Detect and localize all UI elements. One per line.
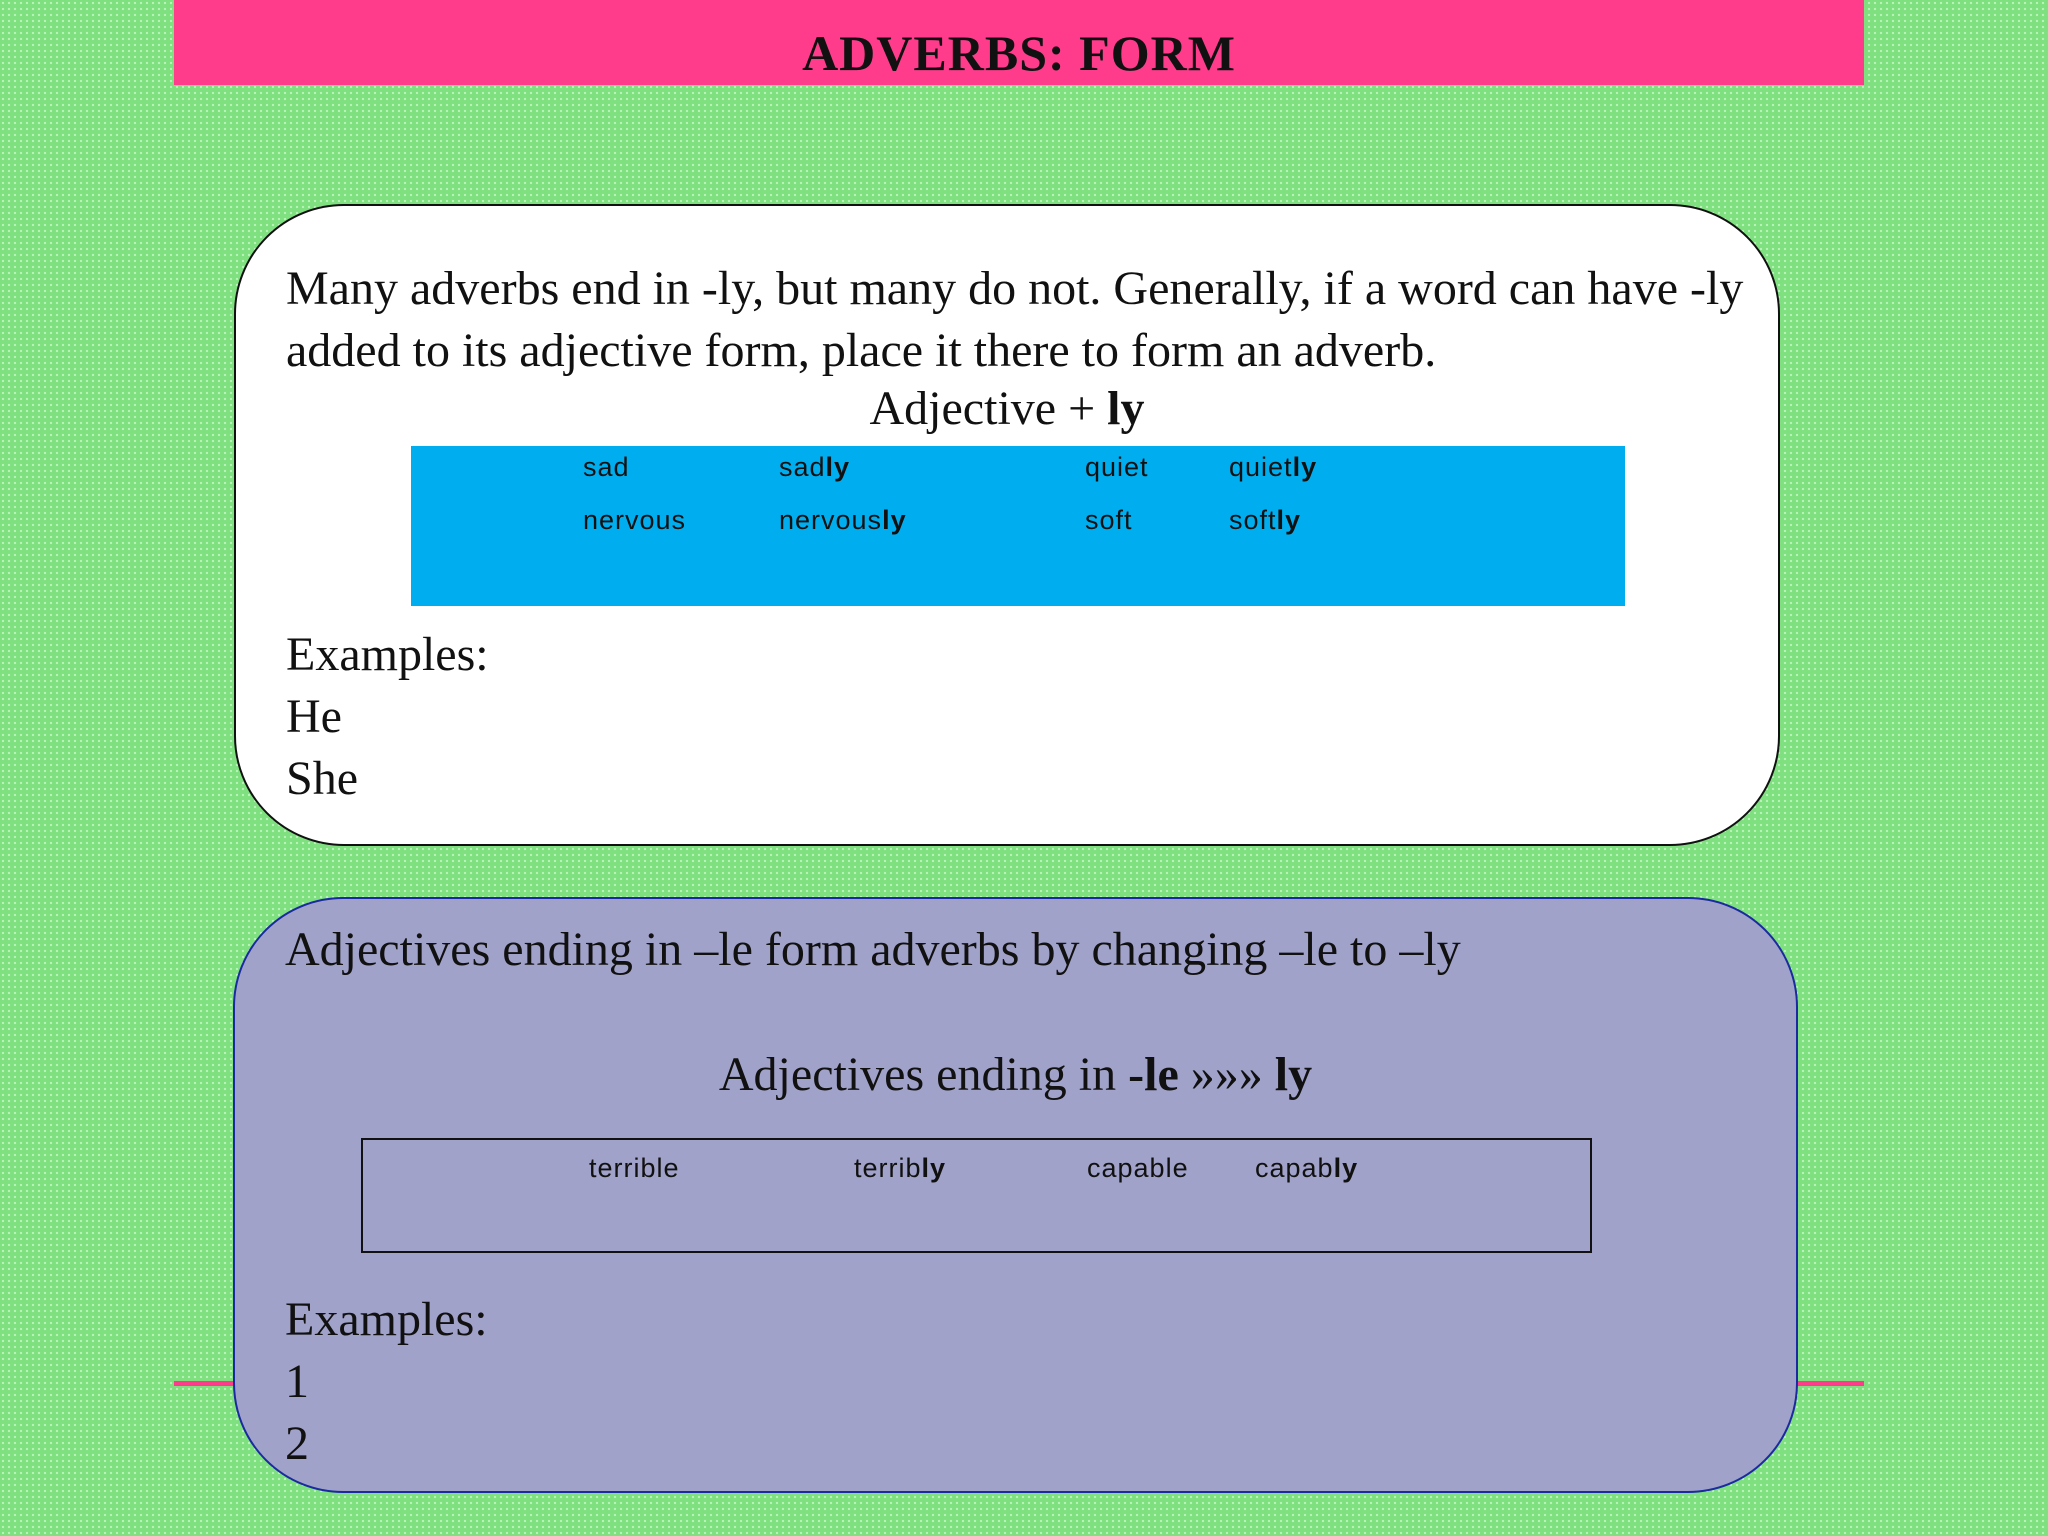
rule-formula bbox=[235, 1044, 1796, 1106]
example-line: She bbox=[286, 752, 358, 805]
adjective-word: capable bbox=[1087, 1153, 1189, 1183]
intro-paragraph: Adjectives ending in –le form adverbs by changing –le to –ly bbox=[285, 923, 1461, 976]
word-table bbox=[411, 446, 1625, 606]
adverb-word: quietly bbox=[1229, 452, 1318, 482]
adjective-ly-card bbox=[234, 204, 1780, 846]
intro-paragraph: Many adverbs end in -ly, but many do not. Generally, if a word can have -ly added to its adjective form, place it there to form an adverb. bbox=[286, 262, 1744, 377]
example-line: 2 bbox=[285, 1417, 309, 1470]
title-banner bbox=[174, 0, 1864, 85]
formula-bold-le: -le bbox=[1128, 1048, 1179, 1101]
adjective-word: quiet bbox=[1085, 452, 1149, 482]
adjective-word: soft bbox=[1085, 505, 1133, 535]
formula-arrows: »»» bbox=[1178, 1048, 1275, 1101]
adverb-word: softly bbox=[1229, 505, 1302, 535]
adjective-le-card bbox=[233, 897, 1798, 1493]
formula-bold-ly: ly bbox=[1274, 1048, 1313, 1101]
example-line: 1 bbox=[285, 1355, 309, 1408]
examples-label: Examples: bbox=[285, 1293, 488, 1346]
adjective-word: sad bbox=[583, 452, 630, 482]
formula-prefix: Adjective + bbox=[869, 382, 1108, 435]
examples-block bbox=[286, 624, 489, 810]
adjective-word: terrible bbox=[589, 1153, 680, 1183]
adverb-word: sadly bbox=[779, 452, 851, 482]
formula-suffix: ly bbox=[1107, 382, 1145, 435]
examples-block bbox=[285, 1289, 488, 1475]
rule-formula bbox=[236, 378, 1778, 440]
word-table bbox=[361, 1138, 1592, 1253]
adjective-word: nervous bbox=[583, 505, 687, 535]
example-line: He bbox=[286, 690, 342, 743]
adverb-word: capably bbox=[1255, 1153, 1359, 1183]
page-title: ADVERBS: FORM bbox=[802, 24, 1236, 81]
formula-prefix: Adjectives ending in bbox=[718, 1048, 1129, 1101]
adverb-word: terribly bbox=[854, 1153, 947, 1183]
adverb-word: nervously bbox=[779, 505, 907, 535]
examples-label: Examples: bbox=[286, 628, 489, 681]
